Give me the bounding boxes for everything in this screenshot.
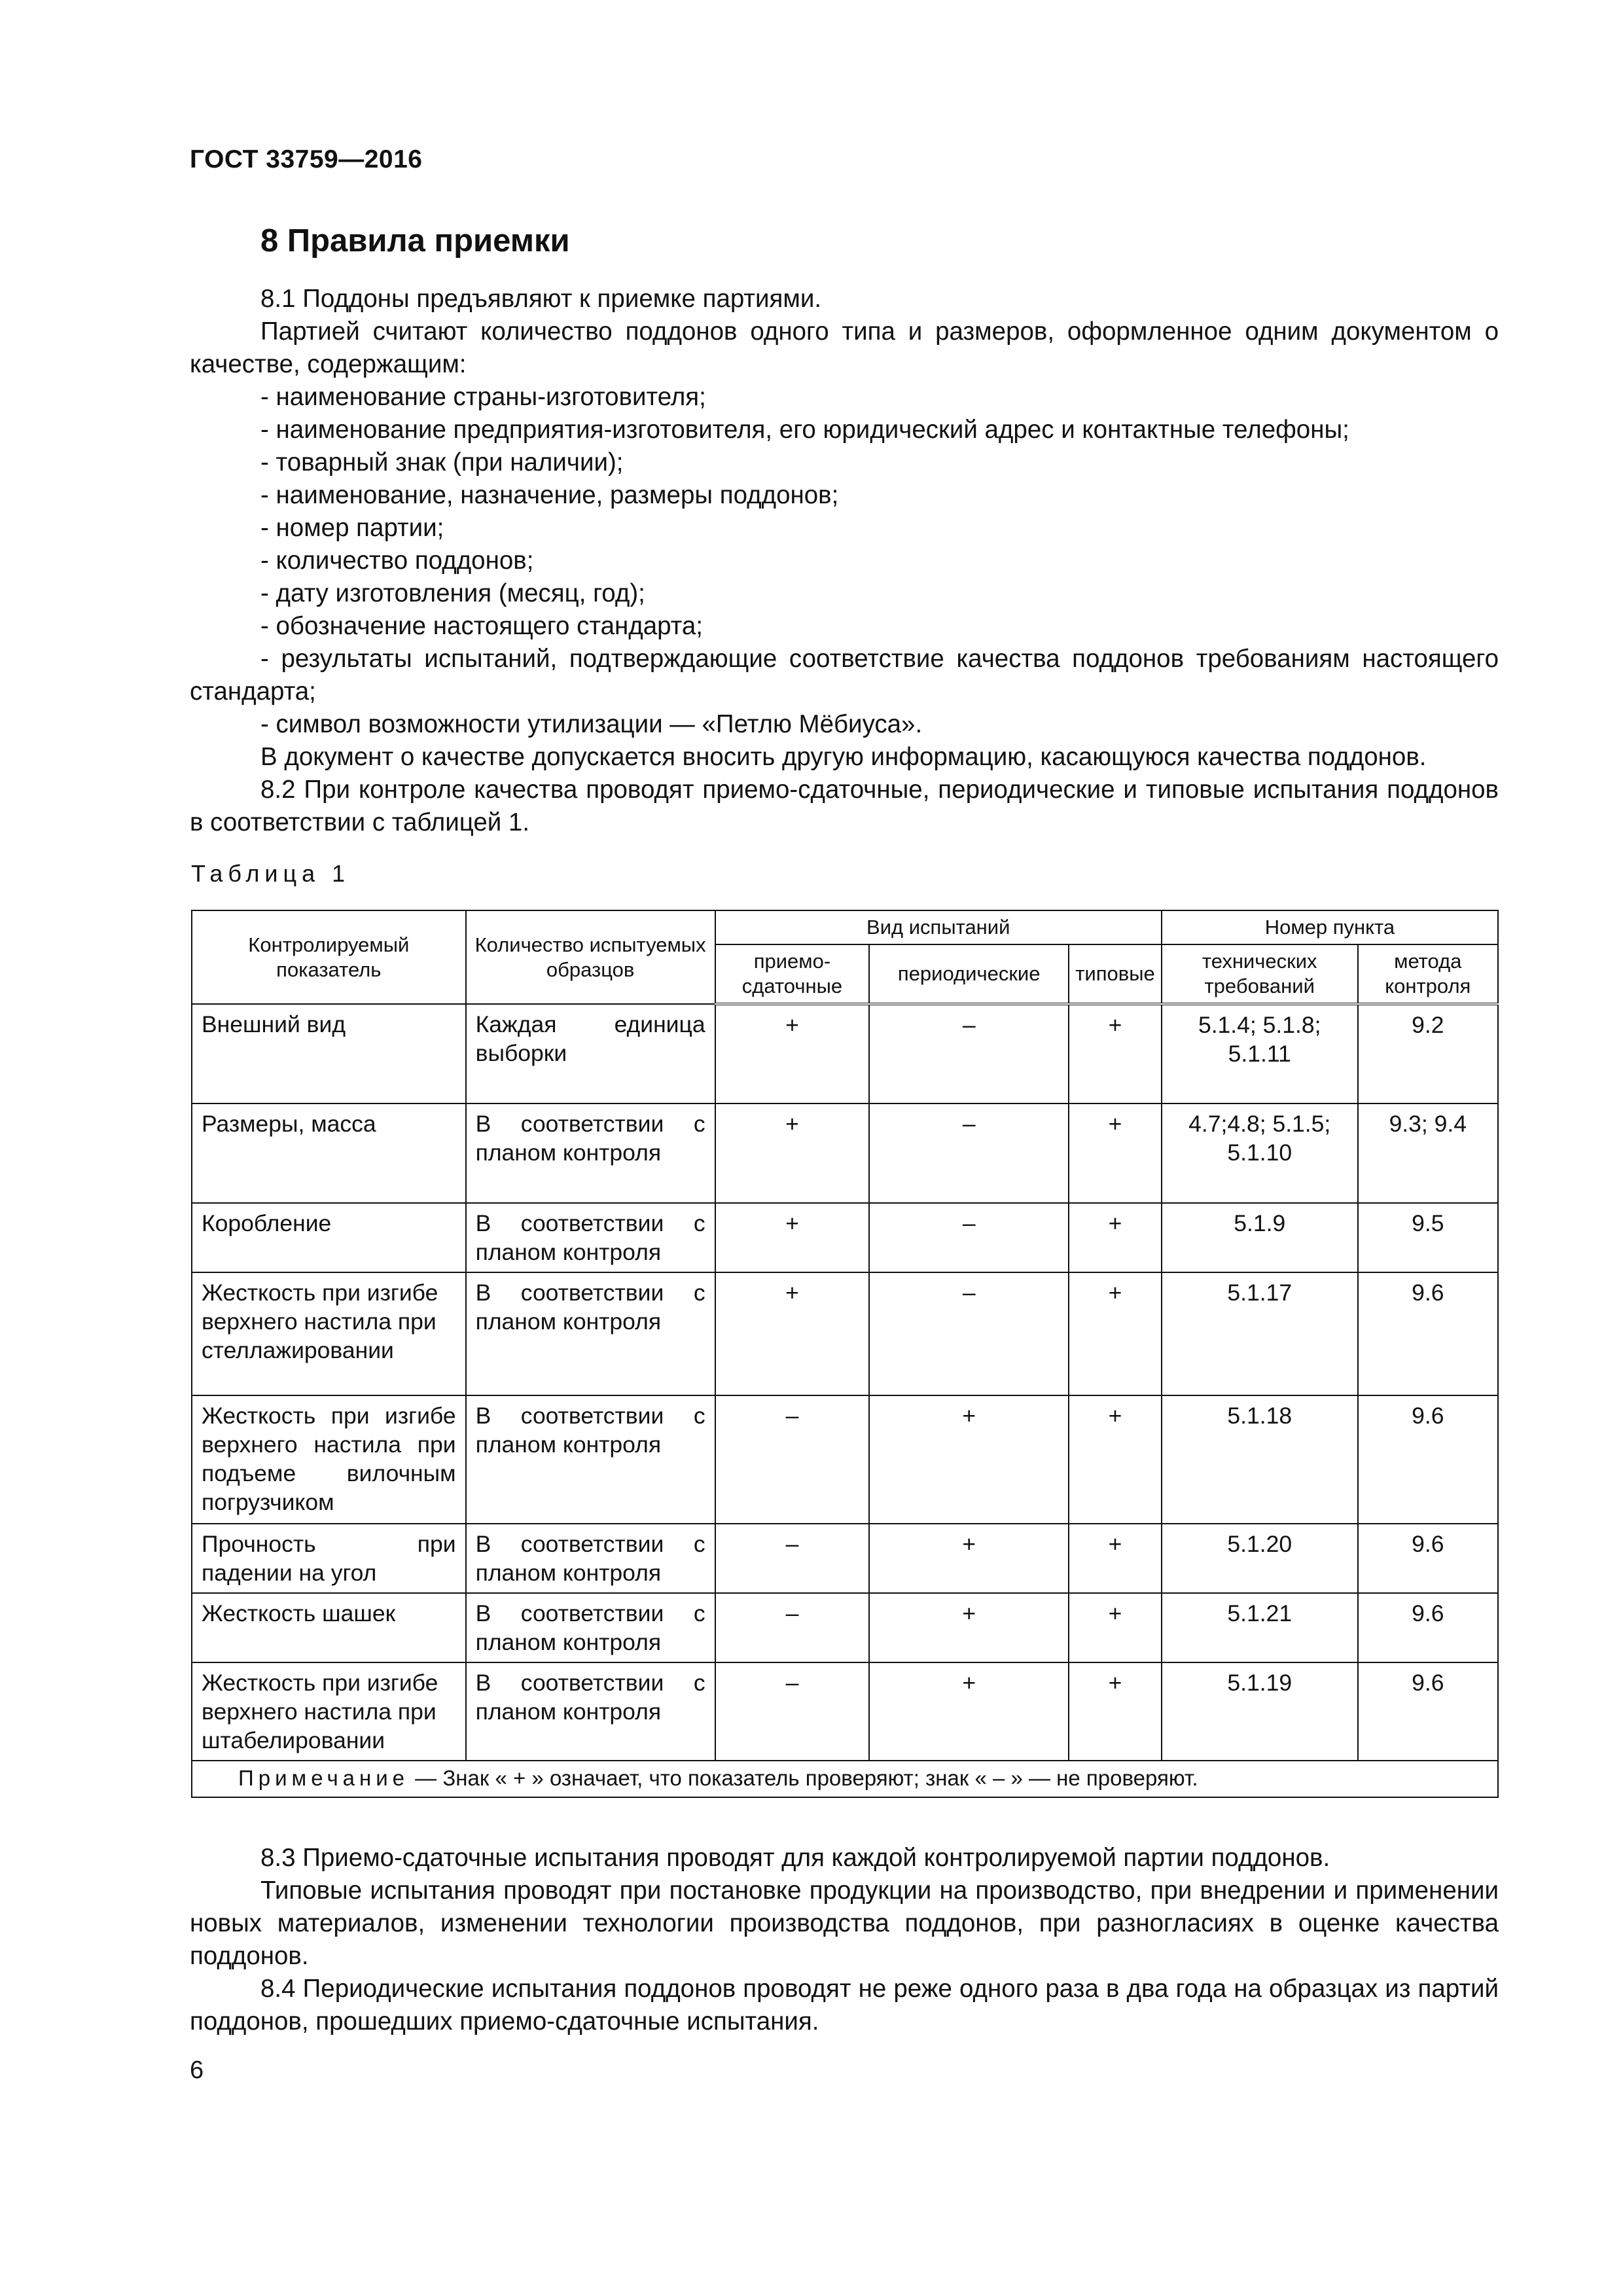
body-text-top (190, 283, 1499, 839)
cell-samples: В соответствии с планом контроля (466, 1593, 715, 1662)
cell-type: + (1069, 1662, 1162, 1761)
cell-samples: В соответствии с планом контроля (466, 1272, 715, 1395)
section-title: 8 Правила приемки (260, 223, 570, 259)
cell-method: 9.5 (1358, 1203, 1498, 1272)
document-code: ГОСТ 33759—2016 (190, 145, 423, 173)
cell-acceptance: + (715, 1203, 870, 1272)
cell-acceptance: + (715, 1272, 870, 1395)
cell-acceptance: – (715, 1662, 870, 1761)
cell-periodic: + (869, 1524, 1069, 1593)
cell-type: + (1069, 1203, 1162, 1272)
cell-acceptance: – (715, 1593, 870, 1662)
header-samples: Количество испытуемых образцов (466, 910, 715, 1004)
header-clause-number: Номер пункта (1162, 910, 1498, 944)
cell-tech: 5.1.18 (1162, 1395, 1358, 1524)
table-row (192, 1593, 1498, 1662)
cell-acceptance: – (715, 1395, 870, 1524)
cell-tech: 5.1.19 (1162, 1662, 1358, 1761)
table-row (192, 1272, 1498, 1395)
table-row (192, 1524, 1498, 1593)
page-number: 6 (190, 2056, 204, 2084)
header-control-method: метода контроля (1358, 944, 1498, 1004)
list-item: - результаты испытаний, подтверждающие соответствие качества поддонов требованиям настоящего стандарта; (190, 645, 1499, 706)
cell-method: 9.6 (1358, 1662, 1498, 1761)
paragraph: Типовые испытания проводят при постановке продукции на производство, при внедрении и применении новых материалов, изменении технологии производства поддонов, при разногласиях в оценке качества поддонов. (190, 1876, 1499, 1970)
table-row (192, 1662, 1498, 1761)
list-item: - номер партии; (260, 514, 444, 542)
cell-samples: Каждая единица выборки (466, 1004, 715, 1103)
cell-method: 9.6 (1358, 1524, 1498, 1593)
cell-indicator: Внешний вид (192, 1004, 466, 1103)
cell-method: 9.6 (1358, 1395, 1498, 1524)
header-type-tests: типовые (1069, 944, 1162, 1004)
header-periodic: периодические (869, 944, 1069, 1004)
table-row (192, 1203, 1498, 1272)
list-item: - наименование предприятия-изготовителя, его юридический адрес и контактные телефоны; (260, 416, 1349, 444)
cell-indicator: Коробление (192, 1203, 466, 1272)
list-item: - наименование, назначение, размеры поддонов; (260, 481, 839, 509)
cell-type: + (1069, 1103, 1162, 1203)
cell-samples: В соответствии с планом контроля (466, 1203, 715, 1272)
paragraph: 8.3 Приемо-сдаточные испытания проводят для каждой контролируемой партии поддонов. (260, 1844, 1330, 1872)
cell-tech: 5.1.21 (1162, 1593, 1358, 1662)
cell-method: 9.6 (1358, 1593, 1498, 1662)
cell-periodic: + (869, 1395, 1069, 1524)
cell-type: + (1069, 1004, 1162, 1103)
table-row (192, 1004, 1498, 1103)
table-1 (191, 910, 1499, 1798)
note-label: Примечание (238, 1766, 410, 1790)
cell-periodic: – (869, 1103, 1069, 1203)
header-acceptance: приемо-сдаточные (715, 944, 870, 1004)
cell-method: 9.3; 9.4 (1358, 1103, 1498, 1203)
cell-samples: В соответствии с планом контроля (466, 1524, 715, 1593)
paragraph: 8.1 Поддоны предъявляют к приемке партиями. (260, 285, 822, 313)
table-note (192, 1761, 1498, 1797)
cell-tech: 5.1.9 (1162, 1203, 1358, 1272)
cell-indicator: Жесткость при изгибе верхнего настила при штабелировании (192, 1662, 466, 1761)
cell-indicator: Прочность при падении на угол (192, 1524, 466, 1593)
cell-type: + (1069, 1593, 1162, 1662)
cell-samples: В соответствии с планом контроля (466, 1103, 715, 1203)
cell-samples: В соответствии с планом контроля (466, 1395, 715, 1524)
cell-indicator: Жесткость шашек (192, 1593, 466, 1662)
list-item: - наименование страны-изготовителя; (260, 383, 706, 411)
cell-type: + (1069, 1524, 1162, 1593)
paragraph: 8.4 Периодические испытания поддонов проводят не реже одного раза в два года на образцах из партий поддонов, прошедших приемо-сдаточные испытания. (190, 1975, 1499, 2036)
cell-acceptance: + (715, 1103, 870, 1203)
table-caption: Таблица 1 (191, 860, 351, 887)
cell-samples: В соответствии с планом контроля (466, 1662, 715, 1761)
cell-tech: 5.1.20 (1162, 1524, 1358, 1593)
table-row (192, 1103, 1498, 1203)
cell-method: 9.6 (1358, 1272, 1498, 1395)
list-item: - количество поддонов; (260, 547, 534, 575)
cell-periodic: – (869, 1272, 1069, 1395)
cell-method: 9.2 (1358, 1004, 1498, 1103)
list-item: - дату изготовления (месяц, год); (260, 579, 645, 607)
cell-indicator: Размеры, масса (192, 1103, 466, 1203)
header-test-types: Вид испытаний (715, 910, 1162, 944)
table-row (192, 1395, 1498, 1524)
paragraph: Партией считают количество поддонов одного типа и размеров, оформленное одним документом о качестве, содержащим: (190, 317, 1499, 378)
paragraph: 8.2 При контроле качества проводят приемо-сдаточные, периодические и типовые испытания поддонов в соответствии с таблицей 1. (190, 776, 1499, 836)
list-item: - товарный знак (при наличии); (260, 448, 624, 476)
cell-periodic: + (869, 1662, 1069, 1761)
cell-type: + (1069, 1272, 1162, 1395)
cell-tech: 4.7;4.8; 5.1.5; 5.1.10 (1162, 1103, 1358, 1203)
body-text-bottom (190, 1842, 1499, 2038)
cell-periodic: – (869, 1203, 1069, 1272)
cell-periodic: + (869, 1593, 1069, 1662)
list-item: - символ возможности утилизации — «Петлю Мёбиуса». (260, 710, 923, 738)
cell-type: + (1069, 1395, 1162, 1524)
note-text: — Знак « + » означает, что показатель проверяют; знак « – » — не проверяют. (409, 1766, 1198, 1790)
cell-acceptance: – (715, 1524, 870, 1593)
cell-periodic: – (869, 1004, 1069, 1103)
cell-indicator: Жесткость при изгибе верхнего настила при подъеме вилочным погрузчиком (192, 1395, 466, 1524)
cell-acceptance: + (715, 1004, 870, 1103)
header-indicator: Контролируемый показатель (192, 910, 466, 1004)
list-item: - обозначение настоящего стандарта; (260, 612, 704, 640)
header-tech-requirements: технических требований (1162, 944, 1358, 1004)
paragraph: В документ о качестве допускается вносить другую информацию, касающуюся качества поддонов. (260, 743, 1427, 771)
cell-tech: 5.1.4; 5.1.8; 5.1.11 (1162, 1004, 1358, 1103)
table-note-row (192, 1761, 1498, 1797)
cell-indicator: Жесткость при изгибе верхнего настила при стеллажировании (192, 1272, 466, 1395)
cell-tech: 5.1.17 (1162, 1272, 1358, 1395)
